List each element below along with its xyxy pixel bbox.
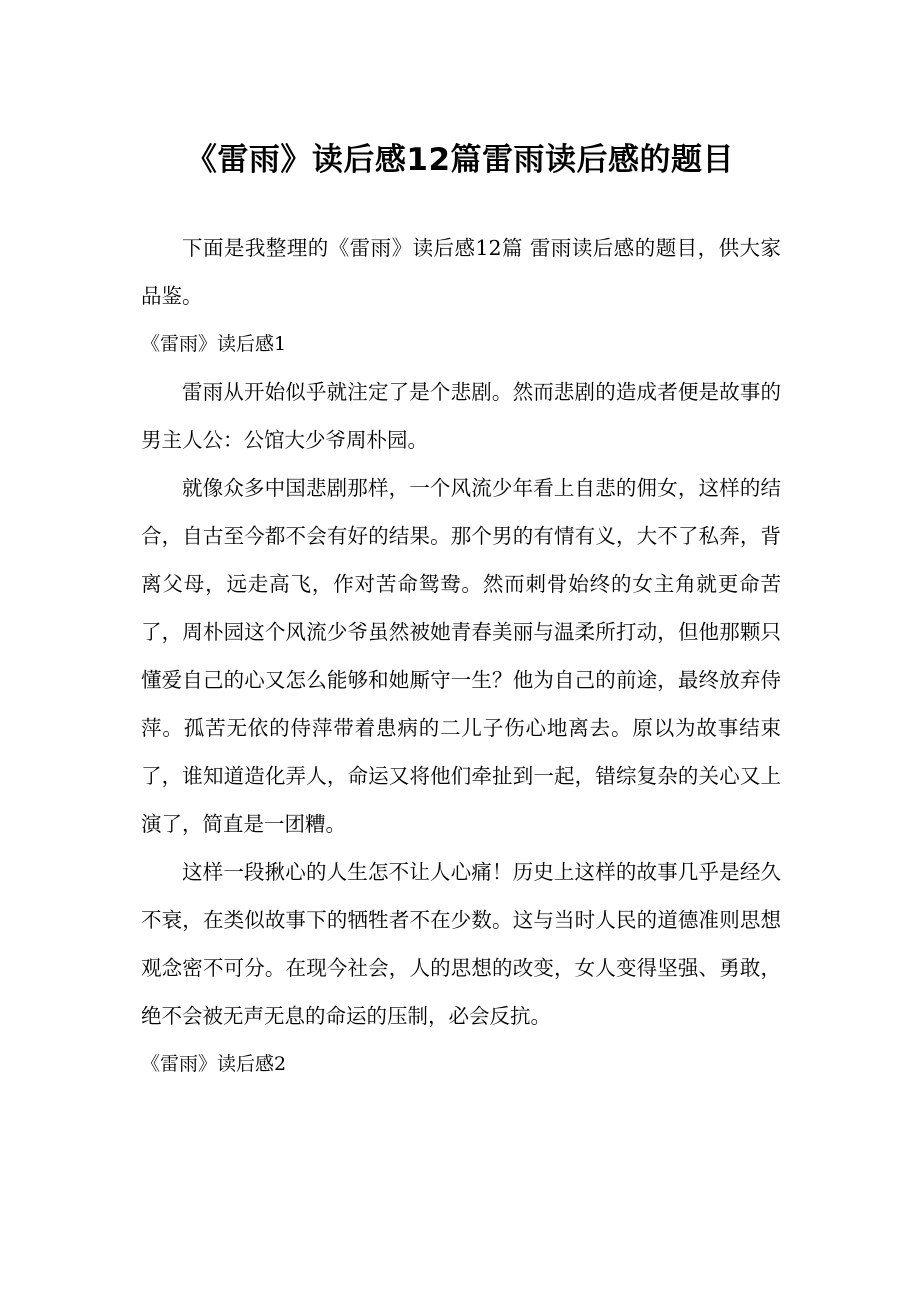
document-body xyxy=(141,224,781,1088)
document-title: 《雷雨》读后感12篇雷雨读后感的题目 xyxy=(185,142,735,178)
section-heading-2: 《雷雨》读后感2 xyxy=(141,1053,287,1075)
intro-paragraph: 下面是我整理的《雷雨》读后感12篇 雷雨读后感的题目，供大家品鉴。 xyxy=(141,236,781,308)
paragraph: 雷雨从开始似乎就注定了是个悲剧。然而悲剧的造成者便是故事的男主人公：公馆大少爷周朴园。 xyxy=(141,380,781,452)
paragraph: 这样一段揪心的人生怎不让人心痛！历史上这样的故事几乎是经久不衰，在类似故事下的牺牲者不在少数。这与当时人民的道德准则思想观念密不可分。在现今社会，人的思想的改变，女人变得坚强、勇敢，绝不会被无声无息的命运的压制，必会反抗。 xyxy=(141,860,781,1028)
section-heading-1: 《雷雨》读后感1 xyxy=(141,333,287,355)
paragraph: 就像众多中国悲剧那样，一个风流少年看上自悲的佣女，这样的结合，自古至今都不会有好的结果。那个男的有情有义，大不了私奔，背离父母，远走高飞，作对苦命鸳鸯。然而刺骨始终的女主角就更命苦了，周朴园这个风流少爷虽然被她青春美丽与温柔所打动，但他那颗只懂爱自己的心又怎么能够和她厮守一生？他为自己的前途，最终放弃侍萍。孤苦无依的侍萍带着患病的二儿子伤心地离去。原以为故事结束了，谁知道造化弄人，命运又将他们牵扯到一起，错综复杂的关心又上演了，简直是一团糟。 xyxy=(141,476,781,836)
